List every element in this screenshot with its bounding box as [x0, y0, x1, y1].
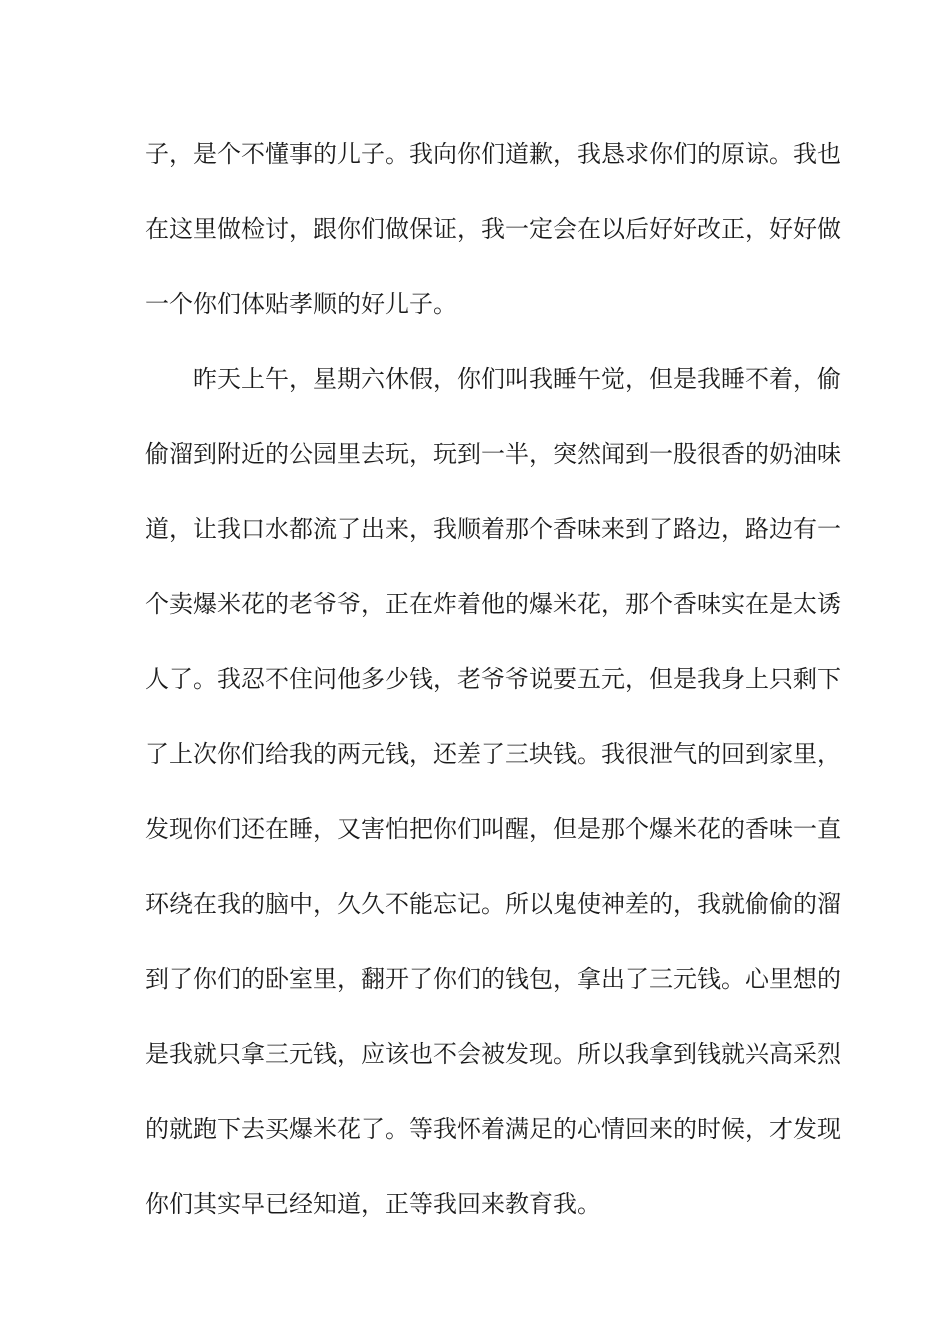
text-line: 环绕在我的脑中，久久不能忘记。所以鬼使神差的，我就偷偷的溜: [145, 890, 841, 918]
text-line: 你们其实早已经知道，正等我回来教育我。: [145, 1190, 601, 1218]
text-line: 偷溜到附近的公园里去玩，玩到一半，突然闻到一股很香的奶油味: [145, 440, 841, 468]
text-line: 在这里做检讨，跟你们做保证，我一定会在以后好好改正，好好做: [145, 215, 841, 243]
text-line: 个卖爆米花的老爷爷，正在炸着他的爆米花，那个香味实在是太诱: [145, 590, 841, 618]
text-line: 了上次你们给我的两元钱，还差了三块钱。我很泄气的回到家里，: [145, 740, 841, 768]
text-line: 道，让我口水都流了出来，我顺着那个香味来到了路边，路边有一: [145, 515, 841, 543]
text-line: 发现你们还在睡，又害怕把你们叫醒，但是那个爆米花的香味一直: [145, 815, 841, 843]
text-line: 的就跑下去买爆米花了。等我怀着满足的心情回来的时候，才发现: [145, 1115, 841, 1143]
text-line: 昨天上午，星期六休假，你们叫我睡午觉，但是我睡不着，偷: [193, 365, 841, 393]
text-line: 一个你们体贴孝顺的好儿子。: [145, 290, 457, 318]
text-line: 子，是个不懂事的儿子。我向你们道歉，我恳求你们的原谅。我也: [145, 140, 841, 168]
text-line: 人了。我忍不住问他多少钱，老爷爷说要五元，但是我身上只剩下: [145, 665, 841, 693]
text-line: 到了你们的卧室里，翻开了你们的钱包，拿出了三元钱。心里想的: [145, 965, 841, 993]
text-line: 是我就只拿三元钱，应该也不会被发现。所以我拿到钱就兴高采烈: [145, 1040, 841, 1068]
